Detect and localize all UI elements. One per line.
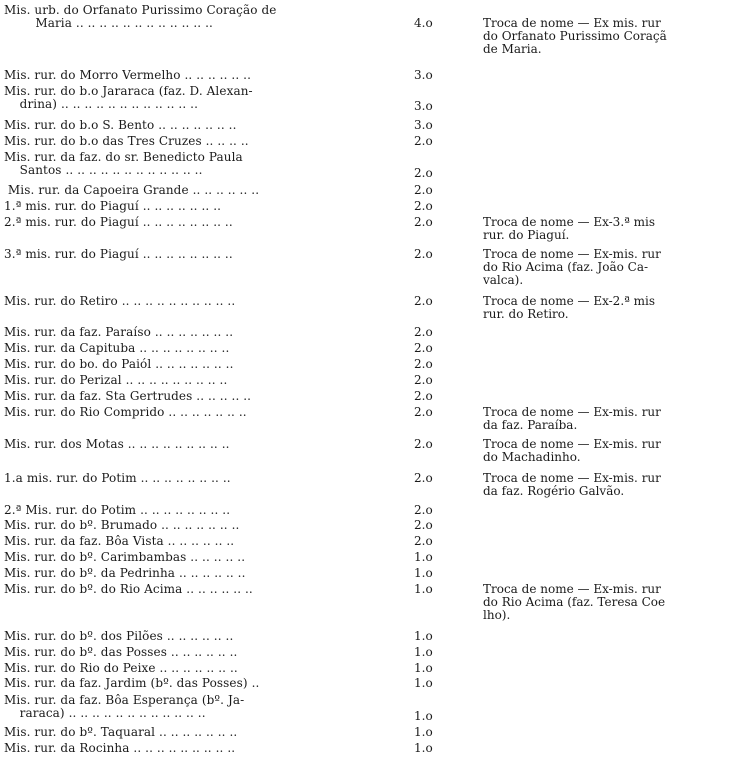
school-name: Mis. rur. da faz. Bôa Esperança (bº. Ja- raraca) .. .. .. .. .. .. .. .. .. .. .. .. bbox=[4, 694, 245, 720]
school-class: 1.o bbox=[414, 676, 433, 690]
school-class: 2.o bbox=[414, 389, 433, 403]
school-class: 1.o bbox=[414, 709, 433, 723]
school-class: 2.o bbox=[414, 199, 433, 213]
school-name: Mis. urb. do Orfanato Purissimo Coração de Maria .. .. .. .. .. .. .. .. .. .. .. .. bbox=[4, 4, 277, 30]
school-class: 2.o bbox=[414, 373, 433, 387]
school-class: 1.o bbox=[414, 566, 433, 580]
name-change-note: Troca de nome — Ex-mis. rur do Rio Acima (faz. João Ca- valca). bbox=[483, 248, 661, 287]
school-name: Mis. rur. do Perizal .. .. .. .. .. .. .. .. .. bbox=[4, 374, 228, 387]
school-class: 1.o bbox=[414, 582, 433, 596]
school-name: Mis. rur. da faz. Jardim (bº. das Posses) .. bbox=[4, 677, 260, 690]
school-class: 2.o bbox=[414, 247, 433, 261]
school-class: 2.o bbox=[414, 518, 433, 532]
school-name: Mis. rur. da faz. Sta Gertrudes .. .. .. .. .. bbox=[4, 390, 252, 403]
school-class: 1.o bbox=[414, 741, 433, 755]
school-name: Mis. rur. do bº. Carimbambas .. .. .. .. .. bbox=[4, 551, 246, 564]
school-name: Mis. rur. do Rio Comprido .. .. .. .. .. .. .. bbox=[4, 406, 247, 419]
school-class: 2.o bbox=[414, 294, 433, 308]
school-name: Mis. rur. do b.o das Tres Cruzes .. .. .. .. bbox=[4, 135, 249, 148]
school-class: 2.o bbox=[414, 134, 433, 148]
school-class: 2.o bbox=[414, 183, 433, 197]
school-name: Mis. rur. do Retiro .. .. .. .. .. .. .. .. .. .. bbox=[4, 295, 236, 308]
school-name: Mis. rur. dos Motas .. .. .. .. .. .. .. .. .. bbox=[4, 438, 230, 451]
school-name: Mis. rur. do bo. do Paiól .. .. .. .. .. .. .. bbox=[4, 358, 234, 371]
school-class: 2.o bbox=[414, 341, 433, 355]
school-name: Mis. rur. da faz. Paraíso .. .. .. .. .. .. .. bbox=[4, 326, 234, 339]
school-name: Mis. rur. da Rocinha .. .. .. .. .. .. .. .. .. bbox=[4, 742, 236, 755]
name-change-note: Troca de nome — Ex-3.ª mis rur. do Piaguí. bbox=[483, 216, 656, 242]
school-name: 1.a mis. rur. do Potim .. .. .. .. .. .. .. .. bbox=[4, 472, 231, 485]
school-name: 2.ª Mis. rur. do Potim .. .. .. .. .. .. .. .. bbox=[4, 504, 231, 517]
school-class: 2.o bbox=[414, 215, 433, 229]
school-class: 1.o bbox=[414, 725, 433, 739]
name-change-note: Troca de nome — Ex-mis. rur do Rio Acima (faz. Teresa Coe lho). bbox=[483, 583, 666, 622]
school-class: 3.o bbox=[414, 68, 433, 82]
school-class: 1.o bbox=[414, 629, 433, 643]
school-class: 2.o bbox=[414, 166, 433, 180]
school-name: Mis. rur. do bº. Taquaral .. .. .. .. .. .. .. bbox=[4, 726, 238, 739]
school-name: Mis. rur. da Capituba .. .. .. .. .. .. .. .. bbox=[4, 342, 230, 355]
school-class: 3.o bbox=[414, 118, 433, 132]
school-class: 2.o bbox=[414, 357, 433, 371]
school-class: 2.o bbox=[414, 471, 433, 485]
school-class: 1.o bbox=[414, 645, 433, 659]
school-class: 2.o bbox=[414, 503, 433, 517]
school-name: Mis. rur. do bº. Brumado .. .. .. .. .. .. .. bbox=[4, 519, 240, 532]
school-name: 2.ª mis. rur. do Piaguí .. .. .. .. .. .. .. .. bbox=[4, 216, 233, 229]
school-name: Mis. rur. do bº. dos Pilões .. .. .. .. .. .. bbox=[4, 630, 234, 643]
school-name: Mis. rur. do b.o Jararaca (faz. D. Alexan- drina) .. .. .. .. .. .. .. .. .. .. .. .. bbox=[4, 85, 253, 111]
school-name: Mis. rur. do Morro Vermelho .. .. .. .. .. .. bbox=[4, 69, 252, 82]
name-change-note: Troca de nome — Ex-2.ª mis rur. do Retiro. bbox=[483, 295, 656, 321]
school-class: 2.o bbox=[414, 534, 433, 548]
name-change-note: Troca de nome — Ex-mis. rur da faz. Rogério Galvão. bbox=[483, 472, 661, 498]
school-name: 1.ª mis. rur. do Piaguí .. .. .. .. .. .. .. bbox=[4, 200, 222, 213]
school-name: Mis. rur. do bº. das Posses .. .. .. .. .. .. bbox=[4, 646, 238, 659]
school-name: Mis. rur. da faz. Bôa Vista .. .. .. .. .. .. bbox=[4, 535, 235, 548]
name-change-note: Troca de nome — Ex-mis. rur do Machadinho. bbox=[483, 438, 661, 464]
name-change-note: Troca de nome — Ex mis. rur do Orfanato Purissimo Coraçã de Maria. bbox=[483, 17, 667, 56]
school-name: Mis. rur. da Capoeira Grande .. .. .. .. .. .. bbox=[4, 184, 260, 197]
school-class: 2.o bbox=[414, 437, 433, 451]
school-name: Mis. rur. do bº. do Rio Acima .. .. .. .. .. .. bbox=[4, 583, 253, 596]
school-class: 1.o bbox=[414, 550, 433, 564]
school-class: 3.o bbox=[414, 99, 433, 113]
school-name: Mis. rur. da faz. do sr. Benedicto Paula Santos .. .. .. .. .. .. .. .. .. .. .. .. bbox=[4, 151, 243, 177]
school-class: 2.o bbox=[414, 405, 433, 419]
school-class: 4.o bbox=[414, 16, 433, 30]
school-name: Mis. rur. do b.o S. Bento .. .. .. .. .. .. .. bbox=[4, 119, 237, 132]
school-name: Mis. rur. do Rio do Peixe .. .. .. .. .. .. .. bbox=[4, 662, 238, 675]
name-change-note: Troca de nome — Ex-mis. rur da faz. Paraíba. bbox=[483, 406, 661, 432]
school-name: Mis. rur. do bº. da Pedrinha .. .. .. .. .. .. bbox=[4, 567, 246, 580]
school-class: 2.o bbox=[414, 325, 433, 339]
school-name: 3.ª mis. rur. do Piaguí .. .. .. .. .. .. .. .. bbox=[4, 248, 233, 261]
school-class: 1.o bbox=[414, 661, 433, 675]
